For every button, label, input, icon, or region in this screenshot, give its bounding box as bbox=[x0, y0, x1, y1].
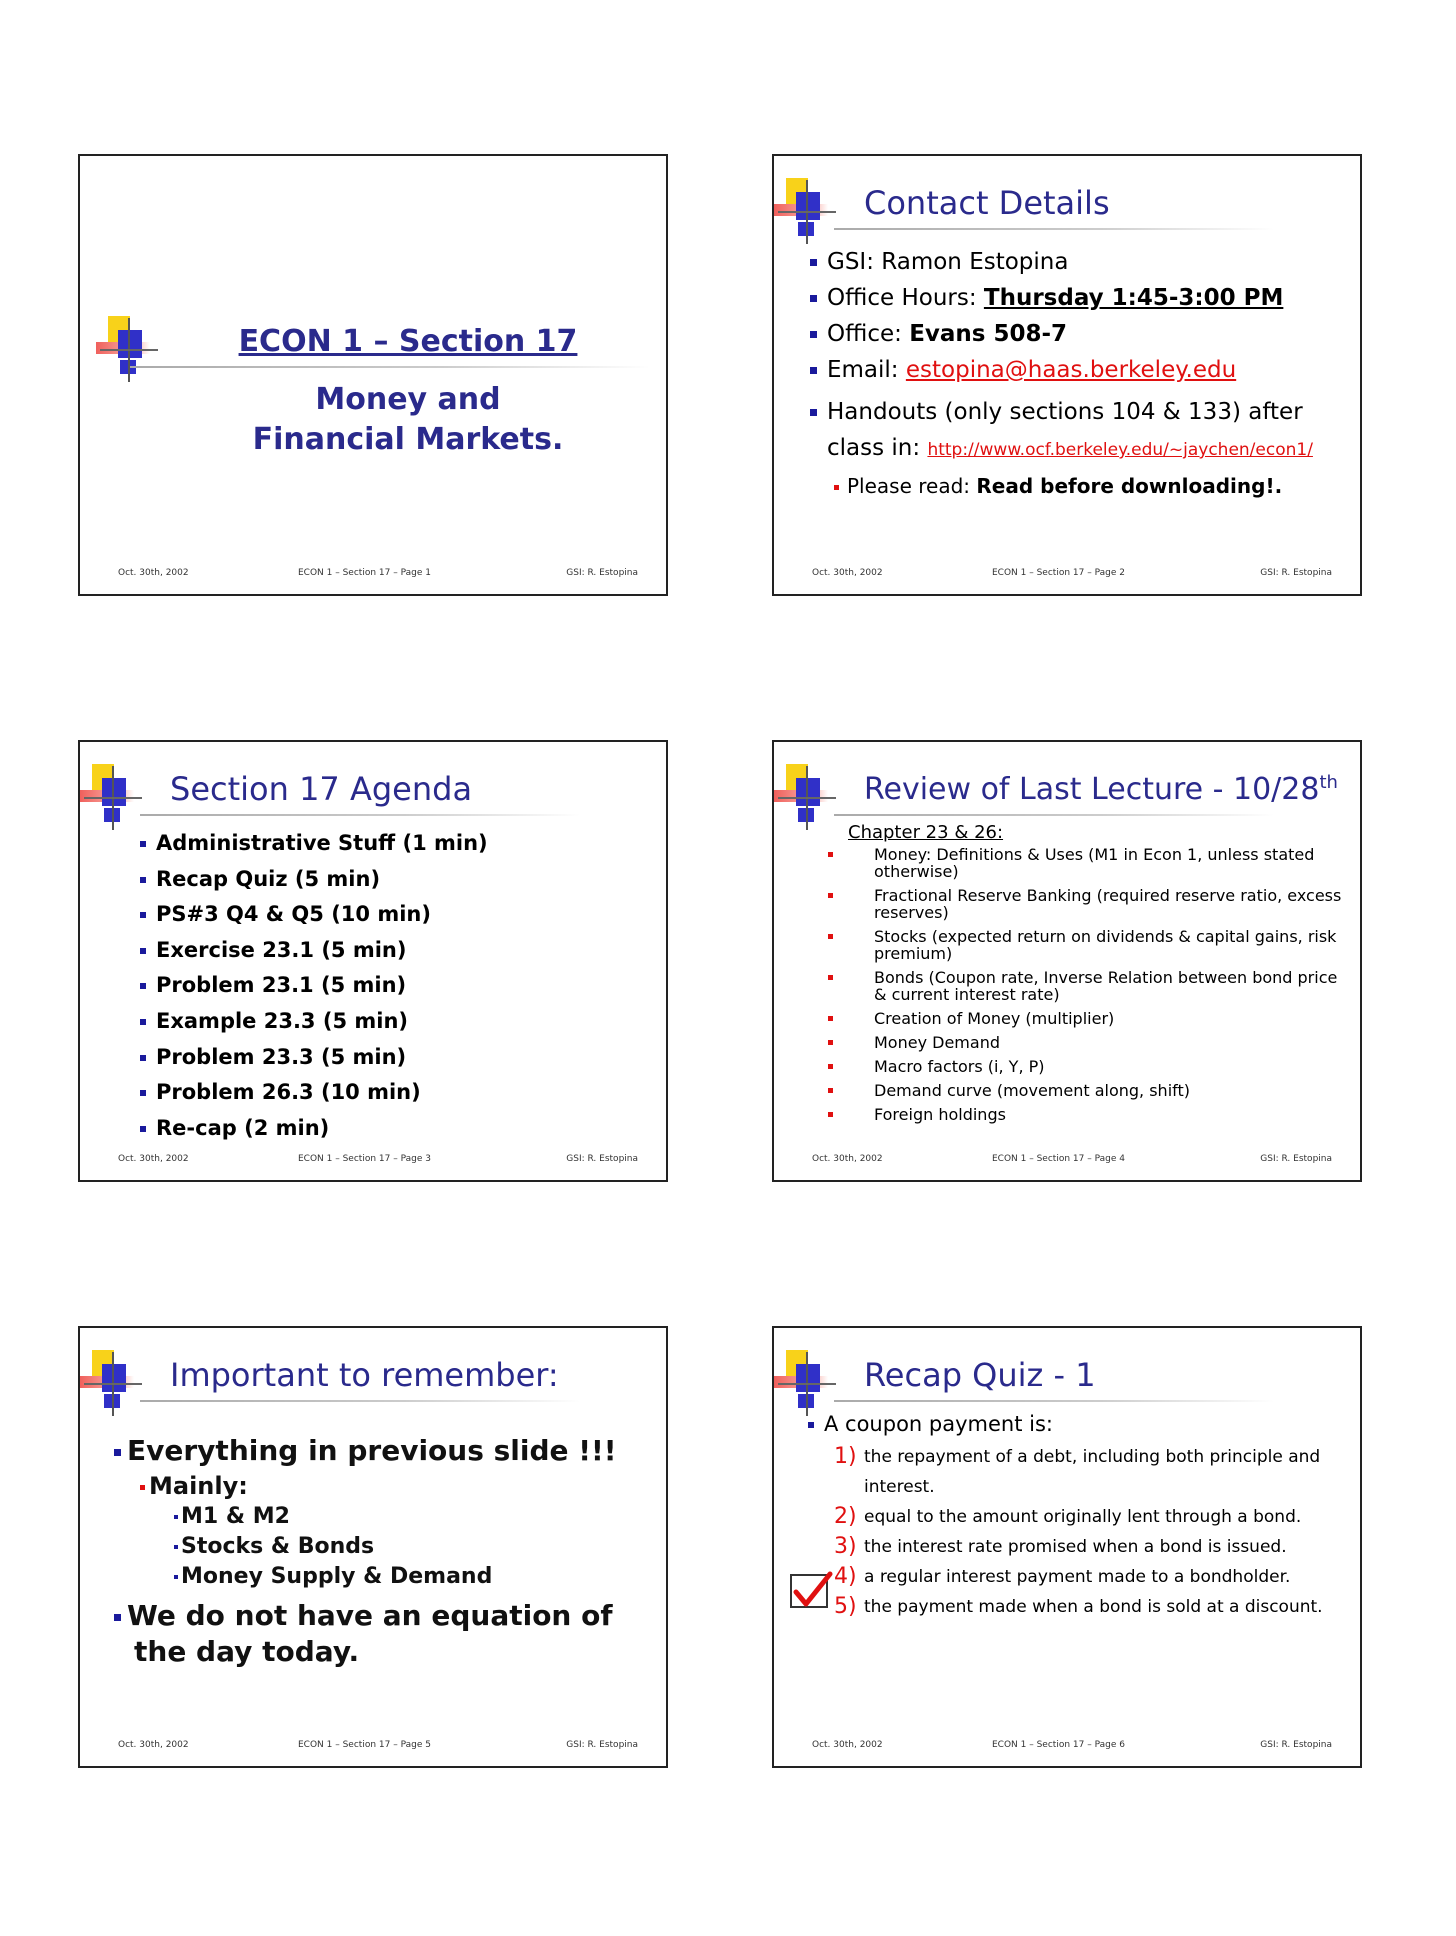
agenda-item: Recap Quiz (5 min) bbox=[140, 862, 488, 898]
list-item: We do not have an equation of the day today. bbox=[114, 1598, 617, 1670]
agenda-item: Exercise 23.1 (5 min) bbox=[140, 933, 488, 969]
slide-title: Recap Quiz - 1 bbox=[864, 1356, 1096, 1394]
header-divider bbox=[140, 1400, 580, 1402]
header-divider bbox=[140, 814, 580, 816]
agenda-item: Problem 26.3 (10 min) bbox=[140, 1075, 488, 1111]
list-item: Office Hours: Thursday 1:45-3:00 PM bbox=[810, 280, 1350, 316]
footer-date: Oct. 30th, 2002 bbox=[118, 1740, 189, 1750]
footer-date: Oct. 30th, 2002 bbox=[812, 1740, 883, 1750]
slide-footer bbox=[774, 1740, 1360, 1752]
slide-4 bbox=[772, 740, 1362, 1182]
list-item: Office: Evans 508-7 bbox=[810, 316, 1350, 352]
slide-title: Section 17 Agenda bbox=[170, 770, 473, 808]
slide-logo-icon bbox=[80, 764, 142, 830]
footer-gsi: GSI: R. Estopina bbox=[1260, 1740, 1332, 1750]
slide-logo-icon bbox=[774, 764, 836, 830]
sub-sub-item: Money Supply & Demand bbox=[174, 1562, 617, 1592]
email-link[interactable]: estopina@haas.berkeley.edu bbox=[905, 357, 1237, 383]
slide-subtitle: Money and Financial Markets. bbox=[252, 382, 564, 457]
slide-logo-icon bbox=[774, 178, 836, 244]
footer-date: Oct. 30th, 2002 bbox=[118, 1154, 189, 1164]
footer-page: ECON 1 – Section 17 – Page 2 bbox=[992, 568, 1125, 578]
slide-3 bbox=[78, 740, 668, 1182]
agenda-item: PS#3 Q4 & Q5 (10 min) bbox=[140, 897, 488, 933]
slide-logo-icon bbox=[80, 1350, 142, 1416]
slide-footer bbox=[80, 1740, 666, 1752]
slide-footer bbox=[80, 1154, 666, 1166]
sub-item: Mainly: bbox=[140, 1470, 617, 1502]
handouts-link[interactable]: http://www.ocf.berkeley.edu/~jaychen/econ1/ bbox=[927, 440, 1313, 460]
footer-gsi: GSI: R. Estopina bbox=[1260, 1154, 1332, 1164]
agenda-item: Example 23.3 (5 min) bbox=[140, 1004, 488, 1040]
sub-sub-item: M1 & M2 bbox=[174, 1502, 617, 1532]
footer-page: ECON 1 – Section 17 – Page 4 bbox=[992, 1154, 1125, 1164]
quiz-question: A coupon payment is: bbox=[808, 1412, 1053, 1436]
review-item: Macro factors (i, Y, P) bbox=[828, 1058, 1348, 1075]
footer-page: ECON 1 – Section 17 – Page 3 bbox=[298, 1154, 431, 1164]
quiz-option: 4) a regular interest payment made to a bondholder. bbox=[834, 1564, 1291, 1589]
slide-1 bbox=[78, 154, 668, 596]
slide-logo-icon bbox=[774, 1350, 836, 1416]
review-item: Fractional Reserve Banking (required reserve ratio, excess reserves) bbox=[828, 887, 1348, 921]
header-divider bbox=[834, 814, 1274, 816]
quiz-option: 2) equal to the amount originally lent through a bond. bbox=[834, 1504, 1302, 1529]
quiz-options bbox=[834, 1442, 1334, 1622]
slide-footer bbox=[80, 568, 666, 580]
remember-content bbox=[114, 1432, 617, 1670]
agenda-list bbox=[140, 826, 488, 1146]
slide-title: Review of Last Lecture - 10/28th bbox=[864, 772, 1338, 807]
agenda-item: Re-cap (2 min) bbox=[140, 1111, 488, 1147]
footer-date: Oct. 30th, 2002 bbox=[812, 568, 883, 578]
quiz-option: 5) the payment made when a bond is sold at a discount. bbox=[834, 1594, 1323, 1619]
footer-date: Oct. 30th, 2002 bbox=[812, 1154, 883, 1164]
review-item: Stocks (expected return on dividends & capital gains, risk premium) bbox=[828, 928, 1348, 962]
list-item-cont: class in: http://www.ocf.berkeley.edu/~jaychen/econ1/ bbox=[827, 435, 1313, 461]
chapter-heading: Chapter 23 & 26: bbox=[848, 822, 1004, 843]
slide-5 bbox=[78, 1326, 668, 1768]
footer-page: ECON 1 – Section 17 – Page 1 bbox=[298, 568, 431, 578]
header-divider bbox=[834, 228, 1274, 230]
list-item: Everything in previous slide !!! bbox=[114, 1432, 617, 1470]
contact-list bbox=[810, 244, 1350, 504]
slide-title: ECON 1 – Section 17 bbox=[238, 324, 578, 359]
list-item: GSI: Ramon Estopina bbox=[810, 244, 1350, 280]
review-list bbox=[828, 846, 1348, 1130]
footer-page: ECON 1 – Section 17 – Page 5 bbox=[298, 1740, 431, 1750]
review-item: Bonds (Coupon rate, Inverse Relation between bond price & current interest rate) bbox=[828, 969, 1348, 1003]
footer-gsi: GSI: R. Estopina bbox=[566, 568, 638, 578]
agenda-item: Administrative Stuff (1 min) bbox=[140, 826, 488, 862]
footer-page: ECON 1 – Section 17 – Page 6 bbox=[992, 1740, 1125, 1750]
review-item: Foreign holdings bbox=[828, 1106, 1348, 1123]
footer-gsi: GSI: R. Estopina bbox=[566, 1740, 638, 1750]
checkmark-icon bbox=[790, 1570, 834, 1610]
slide-title: Important to remember: bbox=[170, 1356, 559, 1394]
sub-item: Please read: Read before downloading!. bbox=[834, 468, 1350, 504]
agenda-item: Problem 23.3 (5 min) bbox=[140, 1040, 488, 1076]
agenda-item: Problem 23.1 (5 min) bbox=[140, 968, 488, 1004]
list-item: Email: estopina@haas.berkeley.edu bbox=[810, 352, 1350, 388]
footer-gsi: GSI: R. Estopina bbox=[1260, 568, 1332, 578]
footer-date: Oct. 30th, 2002 bbox=[118, 568, 189, 578]
slide-footer bbox=[774, 1154, 1360, 1166]
slide-footer bbox=[774, 568, 1360, 580]
slide-2 bbox=[772, 154, 1362, 596]
correct-answer-check-icon bbox=[790, 1574, 828, 1608]
slide-6 bbox=[772, 1326, 1362, 1768]
sub-sub-item: Stocks & Bonds bbox=[174, 1532, 617, 1562]
header-divider bbox=[130, 366, 650, 368]
footer-gsi: GSI: R. Estopina bbox=[566, 1154, 638, 1164]
quiz-option: 3) the interest rate promised when a bond is issued. bbox=[834, 1534, 1287, 1559]
review-item: Creation of Money (multiplier) bbox=[828, 1010, 1348, 1027]
review-item: Demand curve (movement along, shift) bbox=[828, 1082, 1348, 1099]
list-item: Handouts (only sections 104 & 133) after bbox=[810, 394, 1350, 430]
quiz-option: 1) the repayment of a debt, including both principle and interest. bbox=[834, 1444, 1321, 1497]
review-item: Money Demand bbox=[828, 1034, 1348, 1051]
slide-title: Contact Details bbox=[864, 184, 1110, 222]
review-item: Money: Definitions & Uses (M1 in Econ 1, unless stated otherwise) bbox=[828, 846, 1348, 880]
header-divider bbox=[834, 1400, 1274, 1402]
